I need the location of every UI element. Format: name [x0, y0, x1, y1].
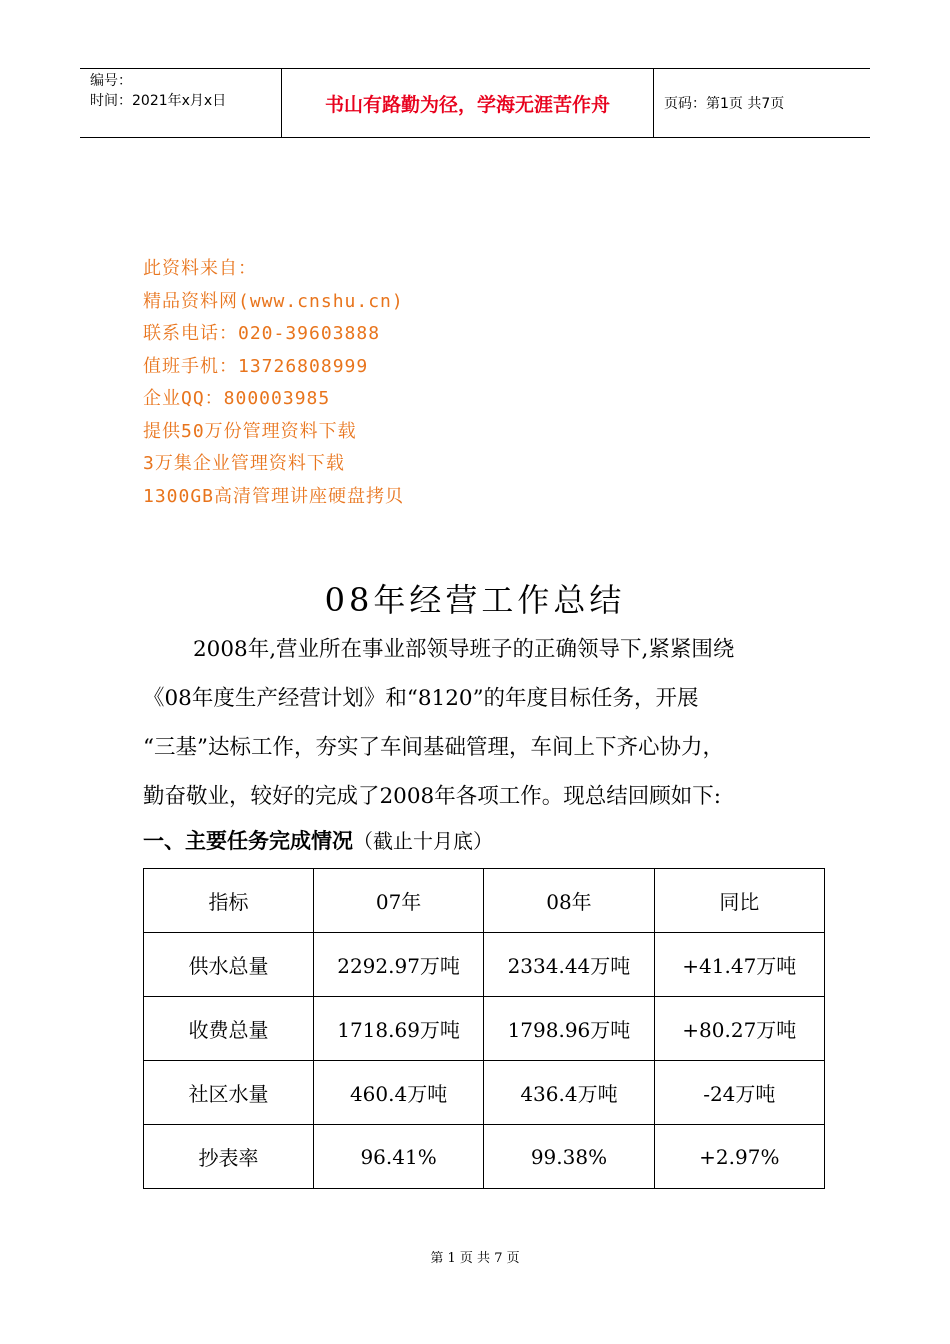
paragraph-line: “三基”达标工作，夯实了车间基础管理，车间上下齐心协力， — [143, 735, 724, 760]
table-cell: 99.38% — [484, 1125, 654, 1189]
source-line: 联系电话：020-39603888 — [143, 323, 381, 344]
table-cell: 社区水量 — [144, 1061, 314, 1125]
table-cell: -24万吨 — [654, 1061, 824, 1125]
table-cell: 436.4万吨 — [484, 1061, 654, 1125]
section-title: 一、主要任务完成情况 — [143, 829, 353, 853]
paragraph-line: 《08年度生产经营计划》和“8120”的年度目标任务，开展 — [143, 686, 699, 711]
table-header-cell: 指标 — [144, 869, 314, 933]
page-footer: 第 1 页 共 7 页 — [430, 1251, 520, 1266]
table-cell: 2292.97万吨 — [313, 933, 483, 997]
table-row — [144, 933, 825, 997]
table-cell: 供水总量 — [144, 933, 314, 997]
source-info-block — [143, 253, 404, 513]
time-label: 时间：2021年x月x日 — [90, 93, 227, 109]
header-page-info: 页码：第1页 共7页 — [664, 96, 785, 112]
table-cell: 收费总量 — [144, 997, 314, 1061]
source-line: 精品资料网(www.cnshu.cn) — [143, 290, 404, 312]
table-cell: 96.41% — [313, 1125, 483, 1189]
source-line: 提供50万份管理资料下载 — [143, 420, 357, 442]
table-header-cell: 07年 — [313, 869, 483, 933]
source-line: 企业QQ：800003985 — [143, 388, 331, 409]
table-cell: 2334.44万吨 — [484, 933, 654, 997]
task-completion-table — [143, 868, 825, 1189]
paragraph-line: 勤奋敬业，较好的完成了2008年各项工作。现总结回顾如下: — [143, 784, 721, 809]
table-row — [144, 997, 825, 1061]
table-cell: 1798.96万吨 — [484, 997, 654, 1061]
source-line: 3万集企业管理资料下载 — [143, 453, 345, 474]
table-cell: +41.47万吨 — [654, 933, 824, 997]
table-row — [144, 1061, 825, 1125]
header-meta — [80, 69, 282, 137]
table-header-cell: 08年 — [484, 869, 654, 933]
source-line: 1300GB高清管理讲座硬盘拷贝 — [143, 485, 405, 507]
number-label: 编号： — [90, 73, 132, 89]
table-row — [144, 1125, 825, 1189]
page-title: 08年经营工作总结 — [324, 581, 626, 619]
table-cell: +2.97% — [654, 1125, 824, 1189]
intro-paragraph — [143, 625, 833, 821]
table-header-row — [144, 869, 825, 933]
source-line: 此资料来自： — [143, 258, 257, 279]
paragraph-line: 2008年,营业所在事业部领导班子的正确领导下,紧紧围绕 — [193, 637, 735, 662]
section-heading — [143, 825, 493, 855]
section-note: （截止十月底） — [353, 829, 493, 853]
table-cell: 460.4万吨 — [313, 1061, 483, 1125]
document-header — [80, 68, 870, 138]
table-cell: 抄表率 — [144, 1125, 314, 1189]
table-cell: 1718.69万吨 — [313, 997, 483, 1061]
table-header-cell: 同比 — [654, 869, 824, 933]
source-line: 值班手机：13726808999 — [143, 355, 369, 377]
header-motto: 书山有路勤为径，学海无涯苦作舟 — [282, 69, 654, 137]
table-cell: +80.27万吨 — [654, 997, 824, 1061]
